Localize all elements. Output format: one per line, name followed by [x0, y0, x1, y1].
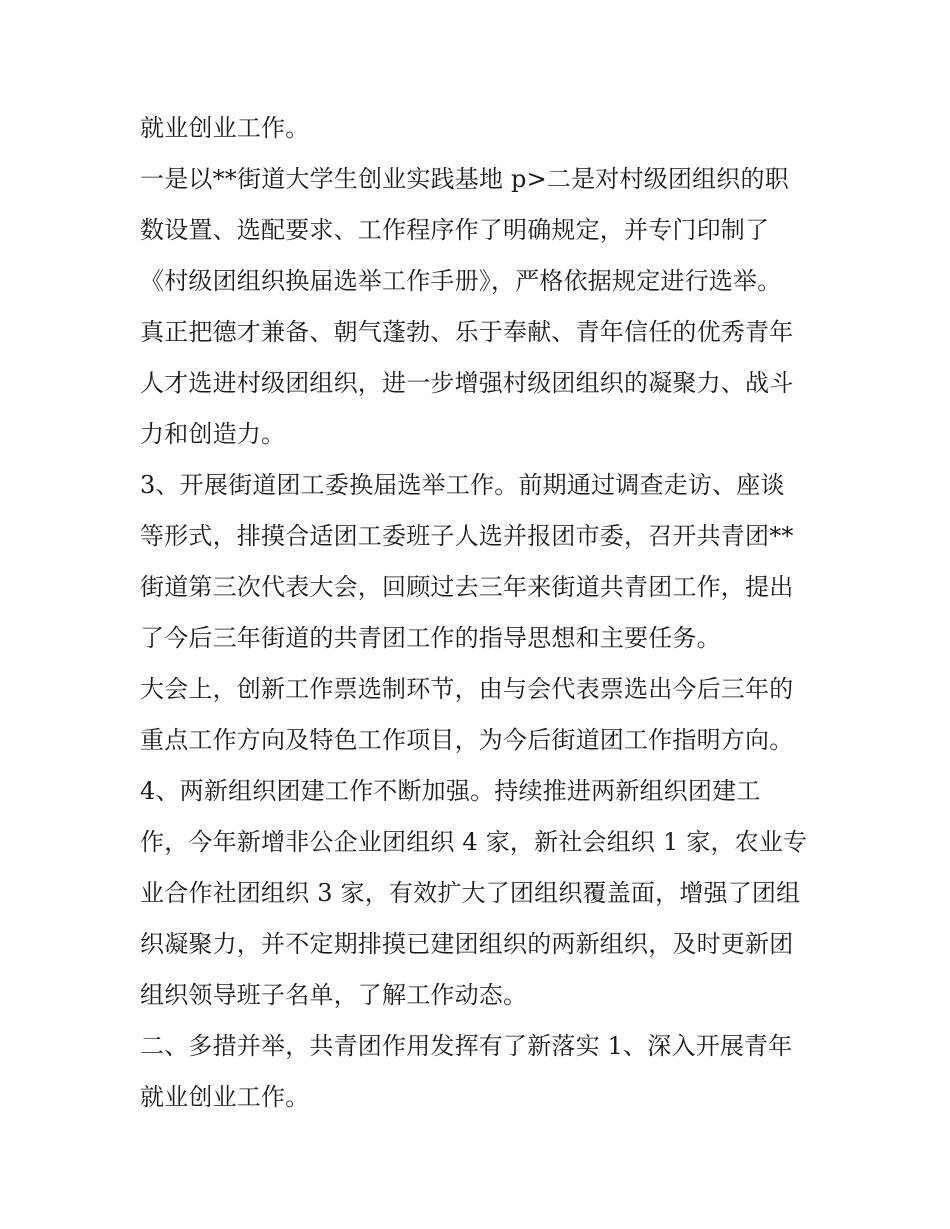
- text-line: 就业创业工作。: [140, 114, 310, 142]
- text-line: 作，今年新增非公企业团组织 4 家，新社会组织 1 家，农业专: [140, 828, 808, 856]
- text-line: 一是以**街道大学生创业实践基地 p>二是对村级团组织的职: [140, 165, 789, 193]
- text-line: 等形式，排摸合适团工委班子人选并报团市委，召开共青团**: [140, 522, 794, 550]
- text-line: 3、开展街道团工委换届选举工作。前期通过调查走访、座谈: [140, 471, 785, 499]
- text-line: 二、多措并举，共青团作用发挥有了新落实 1、深入开展青年: [140, 1032, 793, 1060]
- text-line: 数设置、选配要求、工作程序作了明确规定，并专门印制了: [140, 216, 770, 244]
- text-line: 真正把德才兼备、朝气蓬勃、乐于奉献、青年信任的优秀青年: [140, 318, 794, 346]
- text-line: 4、两新组织团建工作不断加强。持续推进两新组织团建工: [140, 777, 761, 805]
- text-line: 力和创造力。: [140, 420, 286, 448]
- text-line: 业合作社团组织 3 家，有效扩大了团组织覆盖面，增强了团组: [140, 879, 801, 907]
- text-line: 《村级团组织换届选举工作手册》，严格依据规定进行选举。: [140, 267, 782, 295]
- text-line: 大会上，创新工作票选制环节，由与会代表票选出今后三年的: [140, 675, 794, 703]
- text-line: 就业创业工作。: [140, 1083, 310, 1111]
- text-line: 织凝聚力，并不定期排摸已建团组织的两新组织，及时更新团: [140, 930, 794, 958]
- text-line: 了今后三年街道的共青团工作的指导思想和主要任务。: [140, 624, 721, 652]
- text-line: 组织领导班子名单，了解工作动态。: [140, 981, 528, 1009]
- text-line: 人才选进村级团组织，进一步增强村级团组织的凝聚力、战斗: [140, 369, 794, 397]
- text-line: 街道第三次代表大会，回顾过去三年来街道共青团工作，提出: [140, 573, 794, 601]
- text-line: 重点工作方向及特色工作项目，为今后街道团工作指明方向。: [140, 726, 794, 754]
